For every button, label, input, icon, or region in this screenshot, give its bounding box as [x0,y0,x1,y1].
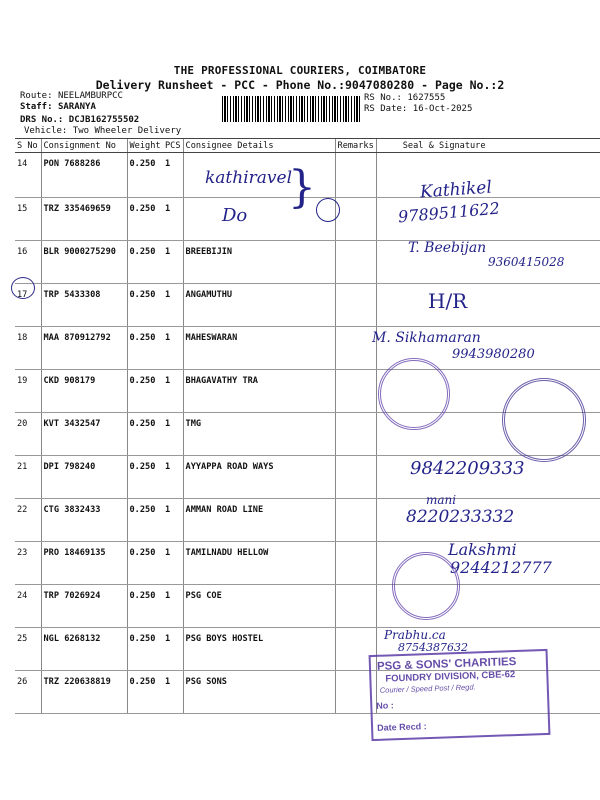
row-consignment: DPI 798240 [41,456,127,499]
row-consignee: PSG SONS [183,671,335,714]
row-remarks [335,542,376,585]
row-remarks [335,413,376,456]
row-weight: 0.250 [127,585,163,628]
drs-line [20,115,139,125]
row-pcs: 1 [163,456,183,499]
hw-r23-phone: 9244212777 [450,558,552,577]
row-sno: 19 [15,370,41,413]
row-sno: 26 [15,671,41,714]
rs-no-value: 1627555 [407,93,446,103]
rs-no-line [364,93,445,103]
rs-date-line [364,104,472,114]
row-pcs: 1 [163,370,183,413]
row-consignment: KVT 3432547 [41,413,127,456]
row-sno: 25 [15,628,41,671]
header-subtitle: Delivery Runsheet - PCC - Phone No.:9047080280 - Page No.:2 [95,78,505,92]
row-weight: 0.250 [127,241,163,284]
row-consignment: TRP 5433308 [41,284,127,327]
row-weight: 0.250 [127,327,163,370]
hw-r18-phone: 9943980280 [452,347,535,362]
row-remarks [335,585,376,628]
hw-r22-phone: 8220233332 [406,507,515,527]
row-pcs: 1 [163,628,183,671]
row-weight: 0.250 [127,413,163,456]
row-remarks [335,456,376,499]
row-consignment: PON 7688286 [41,153,127,198]
row-consignee: TMG [183,413,335,456]
row-consignee: AMMAN ROAD LINE [183,499,335,542]
staff-line [20,102,96,112]
row-remarks [335,241,376,284]
stamp-line3: Courier / Speed Post / Regd. [379,682,476,695]
rs-date-label: RS Date: [364,104,408,114]
col-consignee: Consignee Details [183,139,335,153]
col-signature: Seal & Signature [376,139,600,153]
row-pcs: 1 [163,284,183,327]
row-sno: 22 [15,499,41,542]
row-sno: 21 [15,456,41,499]
row-sno: 15 [15,198,41,241]
seal-stamp-r19 [378,358,450,430]
row-sno: 14 [15,153,41,198]
row-weight: 0.250 [127,671,163,714]
table-row [15,585,600,628]
seal-stamp-r19b [502,378,586,462]
seal-stamp-r24 [392,552,460,620]
drs-value: DCJB162755502 [68,115,140,125]
row-consignment: PRO 18469135 [41,542,127,585]
vehicle-label: Vehicle: [24,126,68,136]
row-remarks [335,327,376,370]
hw-r25-phone: 8754387632 [398,641,468,654]
route-line [20,91,123,101]
stamp-line1: PSG & SONS' CHARITIES [376,655,517,673]
hw-r15-circle-mark [316,198,340,222]
col-sno: S No [15,139,41,153]
row-sno: 16 [15,241,41,284]
hw-r23-sign: Lakshmi [448,540,517,559]
hw-r15-phone: 9789511622 [397,198,501,227]
row-signature [376,284,600,327]
row-consignment: MAA 870912792 [41,327,127,370]
row-remarks [335,198,376,241]
psg-charities-stamp [369,649,551,741]
hw-r16-sign: T. Beebijan [408,240,487,256]
header-title: THE PROFESSIONAL COURIERS, COIMBATORE [173,64,427,77]
rs-date-value: 16-Oct-2025 [412,104,473,114]
rs-no-label: RS No.: [364,93,402,103]
hw-r15-consignee: Do [222,205,248,226]
row-consignee: PSG BOYS HOSTEL [183,628,335,671]
col-consignment: Consignment No [41,139,127,153]
hw-r16-phone: 9360415028 [488,255,565,269]
row-weight: 0.250 [127,499,163,542]
row-sno: 20 [15,413,41,456]
row-weight: 0.250 [127,628,163,671]
row-sno: 17 [15,284,41,327]
row-consignee: BREEBIJIN [183,241,335,284]
hw-r22-sign: mani [426,493,457,507]
row-pcs: 1 [163,585,183,628]
row-consignment: TRZ 220638819 [41,671,127,714]
col-weight: Weight [127,139,163,153]
staff-value: SARANYA [57,102,96,112]
row-consignee: BHAGAVATHY TRA [183,370,335,413]
row-remarks [335,370,376,413]
row-consignee: MAHESWARAN [183,327,335,370]
row-pcs: 1 [163,198,183,241]
row-sno: 24 [15,585,41,628]
staff-label: Staff: [20,102,53,112]
hw-r21-phone: 9842209333 [410,458,525,479]
row-weight: 0.250 [127,153,163,198]
row-weight: 0.250 [127,370,163,413]
row-remarks [335,284,376,327]
drs-label: DRS No.: [20,115,64,125]
row-consignee: AYYAPPA ROAD WAYS [183,456,335,499]
hw-r25-sign: Prabhu.ca [384,628,446,642]
hw-r17-sign: H/R [428,289,468,313]
row-sno: 18 [15,327,41,370]
row-pcs: 1 [163,542,183,585]
row-pcs: 1 [163,413,183,456]
row-pcs: 1 [163,153,183,198]
row-weight: 0.250 [127,198,163,241]
row-weight: 0.250 [127,284,163,327]
col-pcs: PCS [163,139,183,153]
stamp-line5: Date Recd : [376,721,427,733]
row-sno: 23 [15,542,41,585]
row-weight: 0.250 [127,456,163,499]
row-pcs: 1 [163,241,183,284]
row-remarks [335,153,376,198]
table-row [15,284,600,327]
barcode-image [222,96,360,122]
hw-r15-sign: Kathikel [419,177,493,203]
row-pcs: 1 [163,671,183,714]
route-label: Route: [20,91,53,101]
row-consignment: TRZ 335469659 [41,198,127,241]
row-remarks [335,499,376,542]
row-consignment: CKD 908179 [41,370,127,413]
row-consignment: CTG 3832433 [41,499,127,542]
vehicle-value: Two Wheeler Delivery [72,126,182,136]
row-consignment: BLR 9000275290 [41,241,127,284]
row-consignment: TRP 7026924 [41,585,127,628]
row-consignee: PSG COE [183,585,335,628]
hw-r17-circle [11,277,35,299]
row-weight: 0.250 [127,542,163,585]
col-remarks: Remarks [335,139,376,153]
hw-r18-sign: M. Sikhamaran [372,330,481,346]
row-consignee: ANGAMUTHU [183,284,335,327]
hw-r14-consignee: kathiravel [205,168,293,188]
route-value: NEELAMBURPCC [57,91,123,101]
stamp-line4: No : [376,700,394,711]
row-consignment: NGL 6268132 [41,628,127,671]
table-header-row [15,139,600,153]
row-pcs: 1 [163,499,183,542]
row-pcs: 1 [163,327,183,370]
stamp-line2: FOUNDRY DIVISION, CBE-62 [385,669,516,685]
hw-brace-mark: } [288,162,316,213]
vehicle-line [24,126,181,136]
row-consignee: TAMILNADU HELLOW [183,542,335,585]
